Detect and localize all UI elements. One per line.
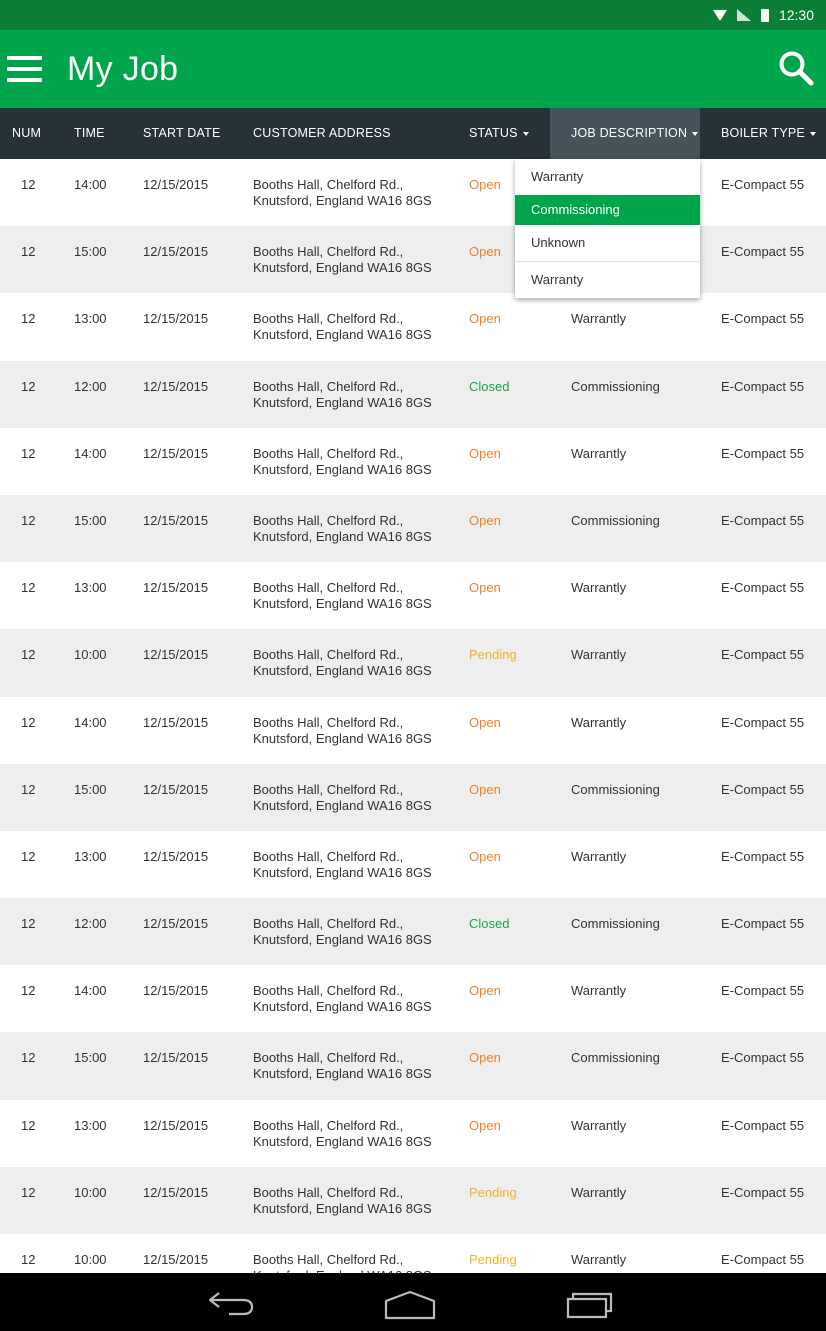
cell-start-date: 12/15/2015 xyxy=(143,983,209,999)
cell-boiler-type: E-Compact 55 xyxy=(721,311,805,327)
status-icons xyxy=(713,7,814,23)
cell-start-date: 12/15/2015 xyxy=(143,378,209,394)
cell-boiler-type: E-Compact 55 xyxy=(721,848,805,864)
table-row[interactable] xyxy=(0,1032,826,1099)
cell-time: 10:00 xyxy=(74,1252,107,1267)
header-boiler-type[interactable]: BOILER TYPE xyxy=(721,108,816,159)
cell-start-date: 12/15/2015 xyxy=(143,916,209,932)
address-line-1: Booths Hall, Chelford Rd., xyxy=(253,1252,404,1267)
navigation-bar xyxy=(0,1273,826,1331)
table-row[interactable] xyxy=(0,428,826,495)
cell-job-description: Commissioning xyxy=(571,916,660,932)
address-line-1: Booths Hall, Chelford Rd., xyxy=(253,512,404,528)
cell-time: 10:00 xyxy=(74,647,107,663)
cell-customer-address xyxy=(253,916,432,948)
cell-status: Open xyxy=(469,311,501,327)
address-line-2: Knutsford, England WA16 8GS xyxy=(253,193,432,208)
cell-status: Open xyxy=(469,848,501,864)
cell-job-description: Warrantly xyxy=(571,1117,627,1133)
cell-time: 14:00 xyxy=(74,983,107,999)
address-line-2: Knutsford, England WA16 8GS xyxy=(253,932,432,948)
cell-customer-address xyxy=(253,1050,432,1082)
cell-boiler-type: E-Compact 55 xyxy=(721,1117,805,1133)
address-line-1: Booths Hall, Chelford Rd., xyxy=(253,1117,404,1133)
cell-boiler-type: E-Compact 55 xyxy=(721,244,805,260)
address-line-2: Knutsford, England WA16 8GS xyxy=(253,1133,432,1149)
battery-icon xyxy=(761,9,769,22)
address-line-1: Booths Hall, Chelford Rd., xyxy=(253,311,404,327)
address-line-2: Knutsford, England WA16 8GS xyxy=(253,730,432,746)
address-line-1: Booths Hall, Chelford Rd., xyxy=(253,714,404,730)
address-line-1: Booths Hall, Chelford Rd., xyxy=(253,848,404,864)
address-line-2: Knutsford, England WA16 8GS xyxy=(253,461,432,477)
address-line-1: Booths Hall, Chelford Rd., xyxy=(253,1050,404,1066)
cell-status: Open xyxy=(469,445,501,461)
cell-boiler-type: E-Compact 55 xyxy=(721,647,805,663)
cell-job-description: Warrantly xyxy=(571,848,627,864)
cell-start-date: 12/15/2015 xyxy=(143,177,209,192)
wifi-icon xyxy=(713,10,727,21)
address-line-1: Booths Hall, Chelford Rd., xyxy=(253,177,404,192)
cell-status: Open xyxy=(469,714,501,730)
cell-start-date: 12/15/2015 xyxy=(143,848,209,864)
cell-job-description: Commissioning xyxy=(571,378,660,394)
cell-time: 14:00 xyxy=(74,714,107,730)
cell-boiler-type: E-Compact 55 xyxy=(721,1184,805,1200)
cell-job-description: Warrantly xyxy=(571,1184,627,1200)
cell-start-date: 12/15/2015 xyxy=(143,580,209,596)
cell-num: 12 xyxy=(21,311,36,327)
cell-boiler-type: E-Compact 55 xyxy=(721,177,805,192)
cell-num: 12 xyxy=(21,177,36,192)
table-row[interactable] xyxy=(0,831,826,898)
cell-num: 12 xyxy=(21,1117,36,1133)
cell-time: 14:00 xyxy=(74,177,107,192)
cell-num: 12 xyxy=(21,714,36,730)
address-line-2: Knutsford, England WA16 8GS xyxy=(253,1066,432,1082)
address-line-1: Booths Hall, Chelford Rd., xyxy=(253,378,404,394)
job-table-body xyxy=(0,159,826,1273)
cell-start-date: 12/15/2015 xyxy=(143,1117,209,1133)
cell-status: Pending xyxy=(469,1252,517,1267)
table-row[interactable] xyxy=(0,1167,826,1234)
cell-status: Open xyxy=(469,781,501,797)
signal-icon xyxy=(737,9,751,21)
address-line-2: Knutsford, England WA16 8GS xyxy=(253,797,432,813)
address-line-1: Booths Hall, Chelford Rd., xyxy=(253,916,404,932)
header-status[interactable]: STATUS xyxy=(469,108,529,159)
cell-job-description: Commissioning xyxy=(571,512,660,528)
cell-time: 13:00 xyxy=(74,848,107,864)
cell-num: 12 xyxy=(21,580,36,596)
cell-boiler-type: E-Compact 55 xyxy=(721,580,805,596)
back-icon[interactable] xyxy=(205,1287,257,1319)
caret-down-icon xyxy=(692,132,698,136)
cell-customer-address xyxy=(253,379,432,411)
cell-customer-address xyxy=(253,647,432,679)
cell-num: 12 xyxy=(21,512,36,528)
table-row[interactable] xyxy=(0,226,826,293)
cell-boiler-type: E-Compact 55 xyxy=(721,1050,805,1066)
cell-start-date: 12/15/2015 xyxy=(143,512,209,528)
cell-job-description: Commissioning xyxy=(571,1050,660,1066)
cell-time: 10:00 xyxy=(74,1184,107,1200)
cell-job-description: Warrantly xyxy=(571,983,627,999)
table-row[interactable] xyxy=(0,293,826,360)
dropdown-option[interactable]: Commissioning xyxy=(515,195,700,225)
table-row[interactable] xyxy=(0,562,826,629)
table-row[interactable] xyxy=(0,898,826,965)
cell-start-date: 12/15/2015 xyxy=(143,1252,209,1267)
cell-job-description: Warrantly xyxy=(571,311,627,327)
status-time: 12:30 xyxy=(778,7,814,23)
cell-start-date: 12/15/2015 xyxy=(143,445,209,461)
cell-start-date: 12/15/2015 xyxy=(143,311,209,327)
cell-num: 12 xyxy=(21,983,36,999)
cell-status: Open xyxy=(469,580,501,596)
dropdown-divider xyxy=(515,261,700,262)
job-description-dropdown xyxy=(515,159,700,298)
cell-customer-address xyxy=(253,311,432,343)
cell-num: 12 xyxy=(21,244,36,260)
cell-status: Open xyxy=(469,1050,501,1066)
cell-num: 12 xyxy=(21,445,36,461)
cell-customer-address xyxy=(253,849,432,881)
cell-time: 13:00 xyxy=(74,580,107,596)
address-line-2: Knutsford, England WA16 8GS xyxy=(253,1200,432,1216)
address-line-2: Knutsford, England WA16 8GS xyxy=(253,394,432,410)
caret-down-icon xyxy=(810,132,816,136)
cell-job-description: Commissioning xyxy=(571,781,660,797)
address-line-2: Knutsford, England WA16 8GS xyxy=(253,864,432,880)
cell-status: Open xyxy=(469,512,501,528)
cell-status: Pending xyxy=(469,1184,517,1200)
header-job-description[interactable]: JOB DESCRIPTION xyxy=(571,108,698,159)
header-num[interactable]: NUM xyxy=(12,126,42,140)
cell-customer-address xyxy=(253,446,432,478)
table-row[interactable] xyxy=(0,764,826,831)
header-start-date[interactable]: START DATE xyxy=(143,126,221,140)
cell-time: 13:00 xyxy=(74,1117,107,1133)
cell-num: 12 xyxy=(21,378,36,394)
cell-status: Closed xyxy=(469,916,510,932)
recents-icon[interactable] xyxy=(565,1287,617,1319)
dropdown-option[interactable]: Warranty xyxy=(531,272,584,287)
cell-customer-address xyxy=(253,244,432,276)
cell-time: 12:00 xyxy=(74,916,107,932)
page-title: My Job xyxy=(67,50,179,88)
address-line-2: Knutsford, England WA16 8GS xyxy=(253,327,432,343)
table-row[interactable] xyxy=(0,159,826,226)
table-row[interactable] xyxy=(0,361,826,428)
cell-status: Open xyxy=(469,1117,501,1133)
cell-job-description: Warrantly xyxy=(571,647,627,663)
cell-time: 15:00 xyxy=(74,244,107,260)
cell-start-date: 12/15/2015 xyxy=(143,781,209,797)
cell-time: 15:00 xyxy=(74,1050,107,1066)
cell-num: 12 xyxy=(21,1050,36,1066)
cell-start-date: 12/15/2015 xyxy=(143,1184,209,1200)
dropdown-option[interactable]: Warranty xyxy=(531,169,584,184)
cell-boiler-type: E-Compact 55 xyxy=(721,781,805,797)
cell-num: 12 xyxy=(21,1252,36,1267)
table-row[interactable] xyxy=(0,697,826,764)
address-line-1: Booths Hall, Chelford Rd., xyxy=(253,580,404,596)
cell-time: 13:00 xyxy=(74,311,107,327)
cell-status: Open xyxy=(469,177,501,192)
address-line-2: Knutsford, England WA16 8GS xyxy=(253,528,432,544)
cell-customer-address xyxy=(253,782,432,814)
table-row[interactable] xyxy=(0,629,826,696)
cell-status: Pending xyxy=(469,647,517,663)
table-row[interactable] xyxy=(0,965,826,1032)
cell-boiler-type: E-Compact 55 xyxy=(721,983,805,999)
home-icon[interactable] xyxy=(383,1287,437,1319)
table-header xyxy=(0,108,826,159)
cell-num: 12 xyxy=(21,1184,36,1200)
address-line-2: Knutsford, England WA16 8GS xyxy=(253,663,432,679)
cell-customer-address xyxy=(253,580,432,612)
address-line-2: Knutsford, England WA16 8GS xyxy=(253,260,432,276)
cell-start-date: 12/15/2015 xyxy=(143,1050,209,1066)
cell-boiler-type: E-Compact 55 xyxy=(721,512,805,528)
search-icon[interactable] xyxy=(778,50,814,86)
address-line-1: Booths Hall, Chelford Rd., xyxy=(253,244,404,260)
address-line-1: Booths Hall, Chelford Rd., xyxy=(253,647,404,663)
caret-down-icon xyxy=(523,132,529,136)
cell-status: Closed xyxy=(469,378,510,394)
cell-boiler-type: E-Compact 55 xyxy=(721,1252,805,1267)
address-line-1: Booths Hall, Chelford Rd., xyxy=(253,1184,404,1200)
cell-status: Open xyxy=(469,244,501,260)
table-row[interactable] xyxy=(0,1100,826,1167)
cell-time: 14:00 xyxy=(74,445,107,461)
cell-customer-address xyxy=(253,1185,432,1217)
cell-num: 12 xyxy=(21,781,36,797)
cell-start-date: 12/15/2015 xyxy=(143,714,209,730)
cell-customer-address xyxy=(253,513,432,545)
cell-status: Open xyxy=(469,983,501,999)
cell-num: 12 xyxy=(21,848,36,864)
cell-customer-address xyxy=(253,715,432,747)
cell-customer-address xyxy=(253,177,432,209)
hamburger-menu-icon[interactable] xyxy=(7,56,42,82)
cell-boiler-type: E-Compact 55 xyxy=(721,445,805,461)
cell-time: 15:00 xyxy=(74,781,107,797)
address-line-1: Booths Hall, Chelford Rd., xyxy=(253,445,404,461)
address-line-2: Knutsford, England WA16 8GS xyxy=(253,999,432,1015)
cell-boiler-type: E-Compact 55 xyxy=(721,714,805,730)
app-bar xyxy=(0,30,826,108)
cell-time: 12:00 xyxy=(74,378,107,394)
cell-job-description: Warrantly xyxy=(571,445,627,461)
cell-job-description: Warrantly xyxy=(571,1252,627,1267)
dropdown-option[interactable]: Unknown xyxy=(531,235,586,250)
cell-customer-address xyxy=(253,1118,432,1150)
cell-job-description: Warrantly xyxy=(571,714,627,730)
cell-customer-address xyxy=(253,983,432,1015)
address-line-2: Knutsford, England WA16 8GS xyxy=(253,596,432,612)
status-bar xyxy=(0,0,826,30)
cell-start-date: 12/15/2015 xyxy=(143,647,209,663)
cell-time: 15:00 xyxy=(74,512,107,528)
table-row[interactable] xyxy=(0,495,826,562)
cell-num: 12 xyxy=(21,647,36,663)
cell-start-date: 12/15/2015 xyxy=(143,244,209,260)
cell-job-description: Warrantly xyxy=(571,580,627,596)
cell-boiler-type: E-Compact 55 xyxy=(721,916,805,932)
header-time[interactable]: TIME xyxy=(74,126,105,140)
address-line-1: Booths Hall, Chelford Rd., xyxy=(253,781,404,797)
cell-num: 12 xyxy=(21,916,36,932)
cell-boiler-type: E-Compact 55 xyxy=(721,378,805,394)
header-customer-address[interactable]: CUSTOMER ADDRESS xyxy=(253,126,391,140)
address-line-1: Booths Hall, Chelford Rd., xyxy=(253,983,404,999)
